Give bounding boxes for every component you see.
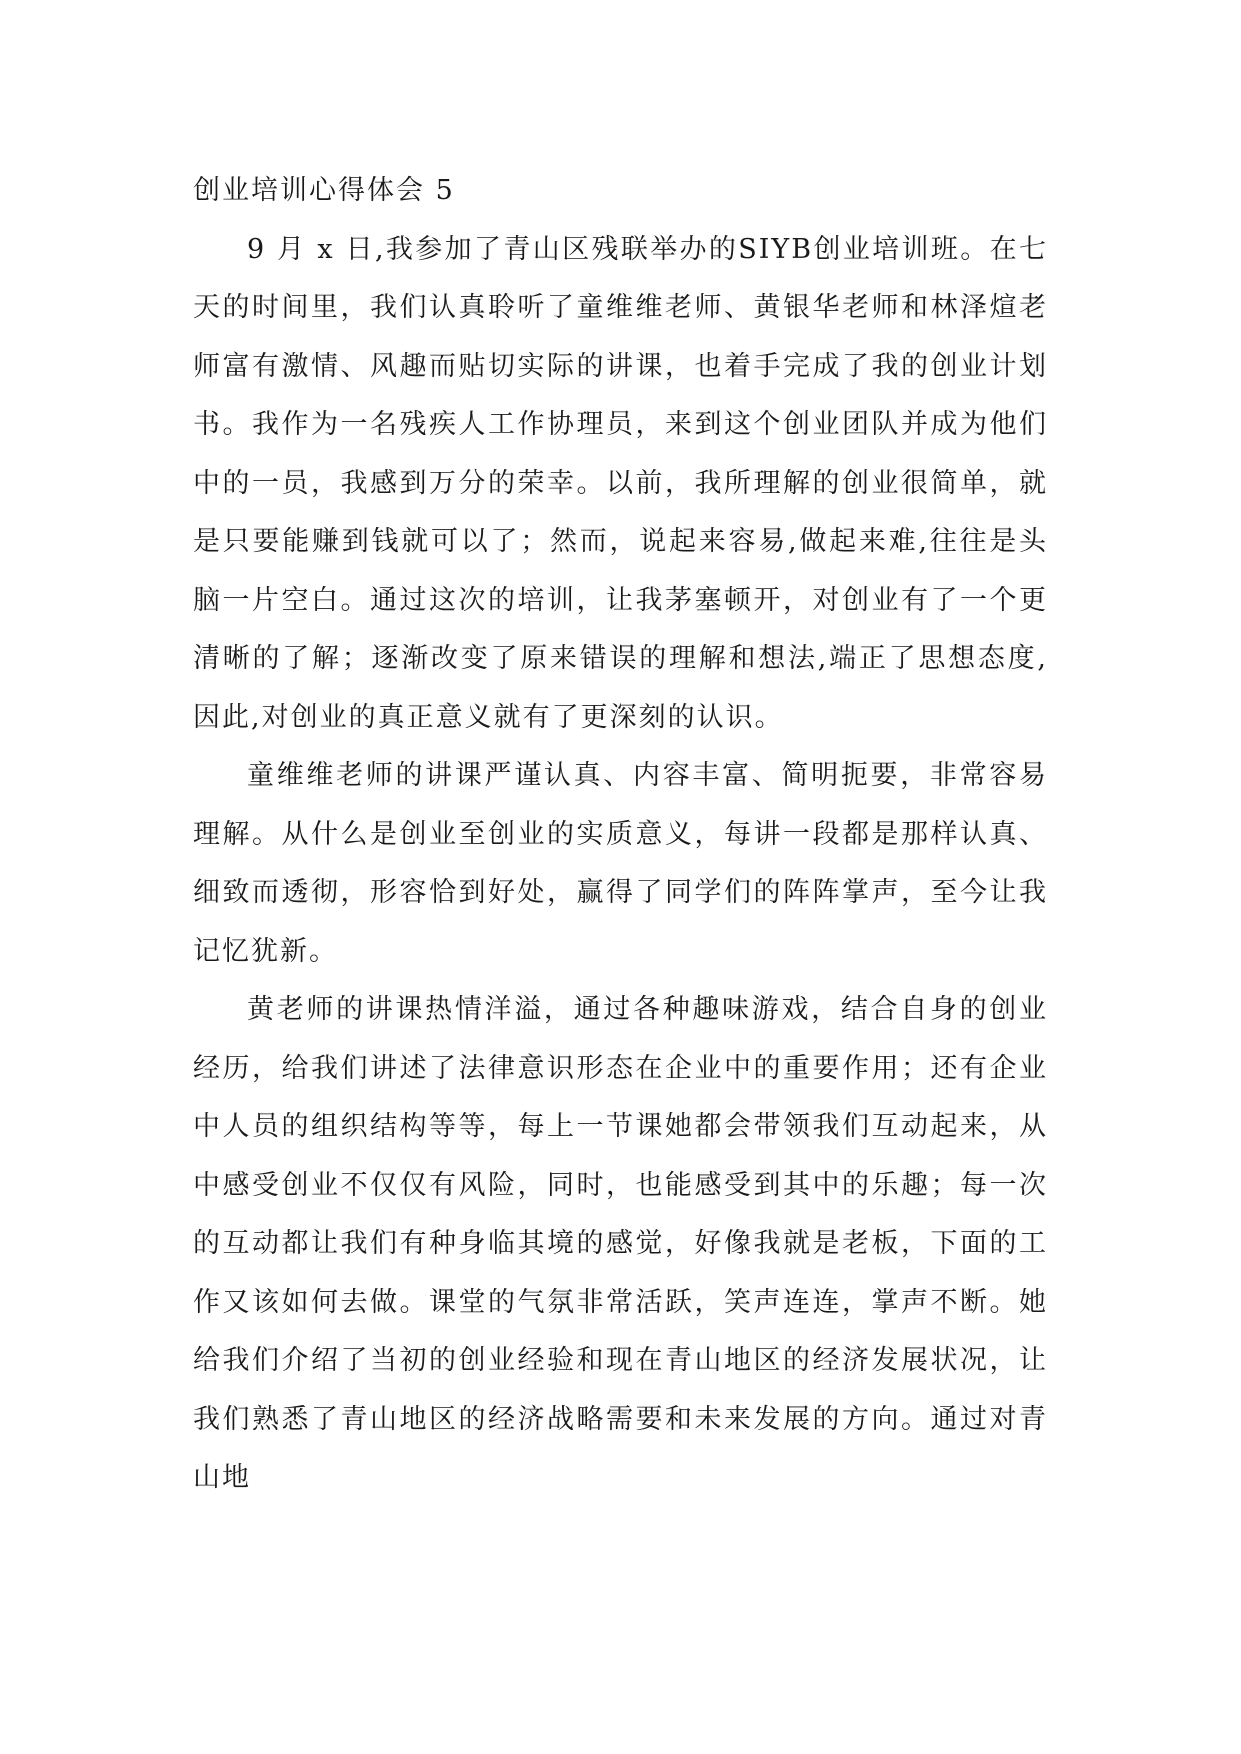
document-body [193,162,1048,1508]
paragraph-2: 童维维老师的讲课严谨认真、内容丰富、简明扼要，非常容易理解。从什么是创业至创业的实质意义，每讲一段都是那样认真、细致而透彻，形容恰到好处，赢得了同学们的阵阵掌声，至今让我记忆犹新。 [193,760,1048,967]
paragraph-1: 9 月 x 日,我参加了青山区残联举办的SIYB创业培训班。在七天的时间里，我们认真聆听了童维维老师、黄银华老师和林泽煊老师富有激情、风趣而贴切实际的讲课，也着手完成了我的创业计划书。我作为一名残疾人工作协理员，来到这个创业团队并成为他们中的一员，我感到万分的荣幸。以前，我所理解的创业很简单，就是只要能赚到钱就可以了；然而，说起来容易,做起来难,往往是头脑一片空白。通过这次的培训，让我茅塞顿开，对创业有了一个更清晰的了解；逐渐改变了原来错误的理解和想法,端正了思想态度,因此,对创业的真正意义就有了更深刻的认识。 [193,233,1048,733]
document-title: 创业培训心得体会 5 [193,175,455,206]
paragraph-3: 黄老师的讲课热情洋溢，通过各种趣味游戏，结合自身的创业经历，给我们讲述了法律意识形态在企业中的重要作用；还有企业中人员的组织结构等等，每上一节课她都会带领我们互动起来，从中感受创业不仅仅有风险，同时，也能感受到其中的乐趣；每一次的互动都让我们有种身临其境的感觉，好像我就是老板，下面的工作又该如何去做。课堂的气氛非常活跃，笑声连连，掌声不断。她给我们介绍了当初的创业经验和现在青山地区的经济发展状况，让我们熟悉了青山地区的经济战略需要和未来发展的方向。通过对青山地 [193,994,1048,1493]
